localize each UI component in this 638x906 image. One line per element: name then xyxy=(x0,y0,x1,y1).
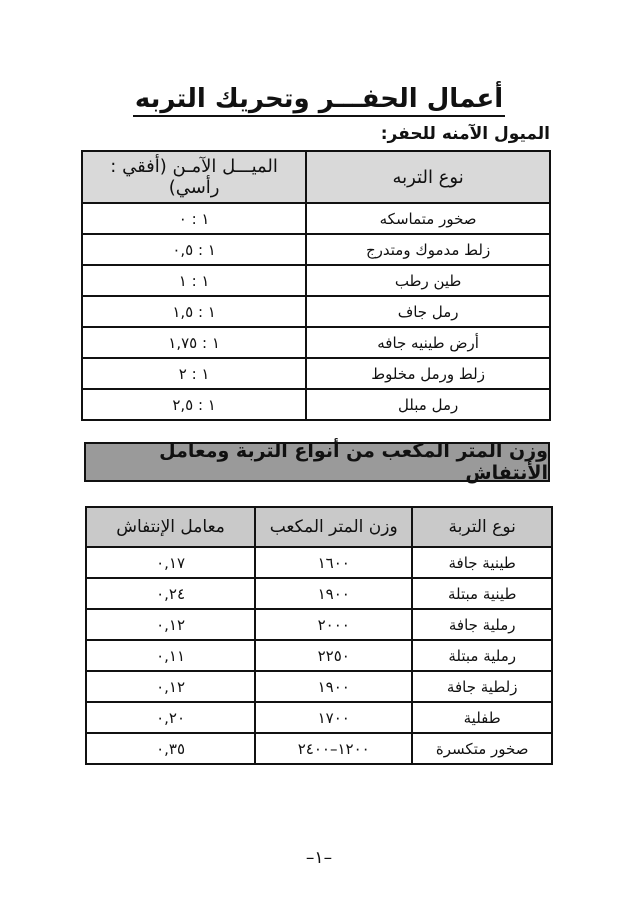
weight-cell: ٢٠٠٠ xyxy=(255,609,412,640)
page-number: –١– xyxy=(305,848,333,868)
section-banner: وزن المتر المكعب من أنواع التربة ومعامل الأنتفاش xyxy=(84,442,550,482)
swell-cell: ٠,١٢ xyxy=(86,609,255,640)
table-row xyxy=(82,234,550,265)
soil-type-cell: زلط ورمل مخلوط xyxy=(306,358,550,389)
soil-type-cell: طين رطب xyxy=(306,265,550,296)
slope-cell: ١ : ٠,٥ xyxy=(82,234,306,265)
weight-cell: ١٩٠٠ xyxy=(255,671,412,702)
header-safe-slope: الميـــل الآمـن (أفقي : رأسي) xyxy=(82,151,306,203)
header-soil-type: نوع التربه xyxy=(306,151,550,203)
weight-cell: ١٩٠٠ xyxy=(255,578,412,609)
swell-cell: ٠,١٧ xyxy=(86,547,255,578)
slope-cell: ١ : ٢,٥ xyxy=(82,389,306,420)
soil-type-cell: زلط مدموك ومتدرج xyxy=(306,234,550,265)
soil-type-cell: أرض طينيه جافه xyxy=(306,327,550,358)
table-row xyxy=(82,203,550,234)
soil-type-cell: صخور متكسرة xyxy=(412,733,552,764)
swell-cell: ٠,١١ xyxy=(86,640,255,671)
slope-cell: ١ : ١ xyxy=(82,265,306,296)
page-title xyxy=(0,84,638,114)
swell-cell: ٠,٢٠ xyxy=(86,702,255,733)
soil-type-cell: رملية جافة xyxy=(412,609,552,640)
soil-type-cell: صخور متماسكه xyxy=(306,203,550,234)
slope-cell: ١ : ١,٧٥ xyxy=(82,327,306,358)
soil-type-cell: زلطية جافة xyxy=(412,671,552,702)
soil-type-cell: طينية مبتلة xyxy=(412,578,552,609)
swell-cell: ٠,٢٤ xyxy=(86,578,255,609)
safe-slope-table xyxy=(81,150,551,421)
table-row xyxy=(82,265,550,296)
table-row xyxy=(86,733,552,764)
weight-cell: ٢٢٥٠ xyxy=(255,640,412,671)
table-row xyxy=(86,578,552,609)
header-soil-type: نوع التربة xyxy=(412,507,552,547)
table-row xyxy=(86,702,552,733)
table-header-row xyxy=(82,151,550,203)
weight-cell: ١٦٠٠ xyxy=(255,547,412,578)
table-row xyxy=(82,296,550,327)
weight-cell: ١٧٠٠ xyxy=(255,702,412,733)
table-row xyxy=(86,640,552,671)
soil-weight-table xyxy=(85,506,553,765)
table-row xyxy=(82,327,550,358)
page-title-text: أعمال الحفـــر وتحريك التربه xyxy=(133,84,505,117)
soil-type-cell: رمل مبلل xyxy=(306,389,550,420)
table-row xyxy=(82,358,550,389)
slope-cell: ١ : ٢ xyxy=(82,358,306,389)
table-row xyxy=(86,547,552,578)
soil-type-cell: طفلية xyxy=(412,702,552,733)
slope-cell: ١ : ٠ xyxy=(82,203,306,234)
swell-cell: ٠,١٢ xyxy=(86,671,255,702)
table-row xyxy=(82,389,550,420)
header-cubic-meter-weight: وزن المتر المكعب xyxy=(255,507,412,547)
section-subtitle: الميول الآمنه للحفر: xyxy=(380,124,550,144)
slope-cell: ١ : ١,٥ xyxy=(82,296,306,327)
table-row xyxy=(86,671,552,702)
header-swell-factor: معامل الإنتفاش xyxy=(86,507,255,547)
soil-type-cell: رملية مبتلة xyxy=(412,640,552,671)
table-row xyxy=(86,609,552,640)
swell-cell: ٠,٣٥ xyxy=(86,733,255,764)
table-header-row xyxy=(86,507,552,547)
soil-type-cell: طينية جافة xyxy=(412,547,552,578)
weight-cell: ١٢٠٠–٢٤٠٠ xyxy=(255,733,412,764)
soil-type-cell: رمل جاف xyxy=(306,296,550,327)
